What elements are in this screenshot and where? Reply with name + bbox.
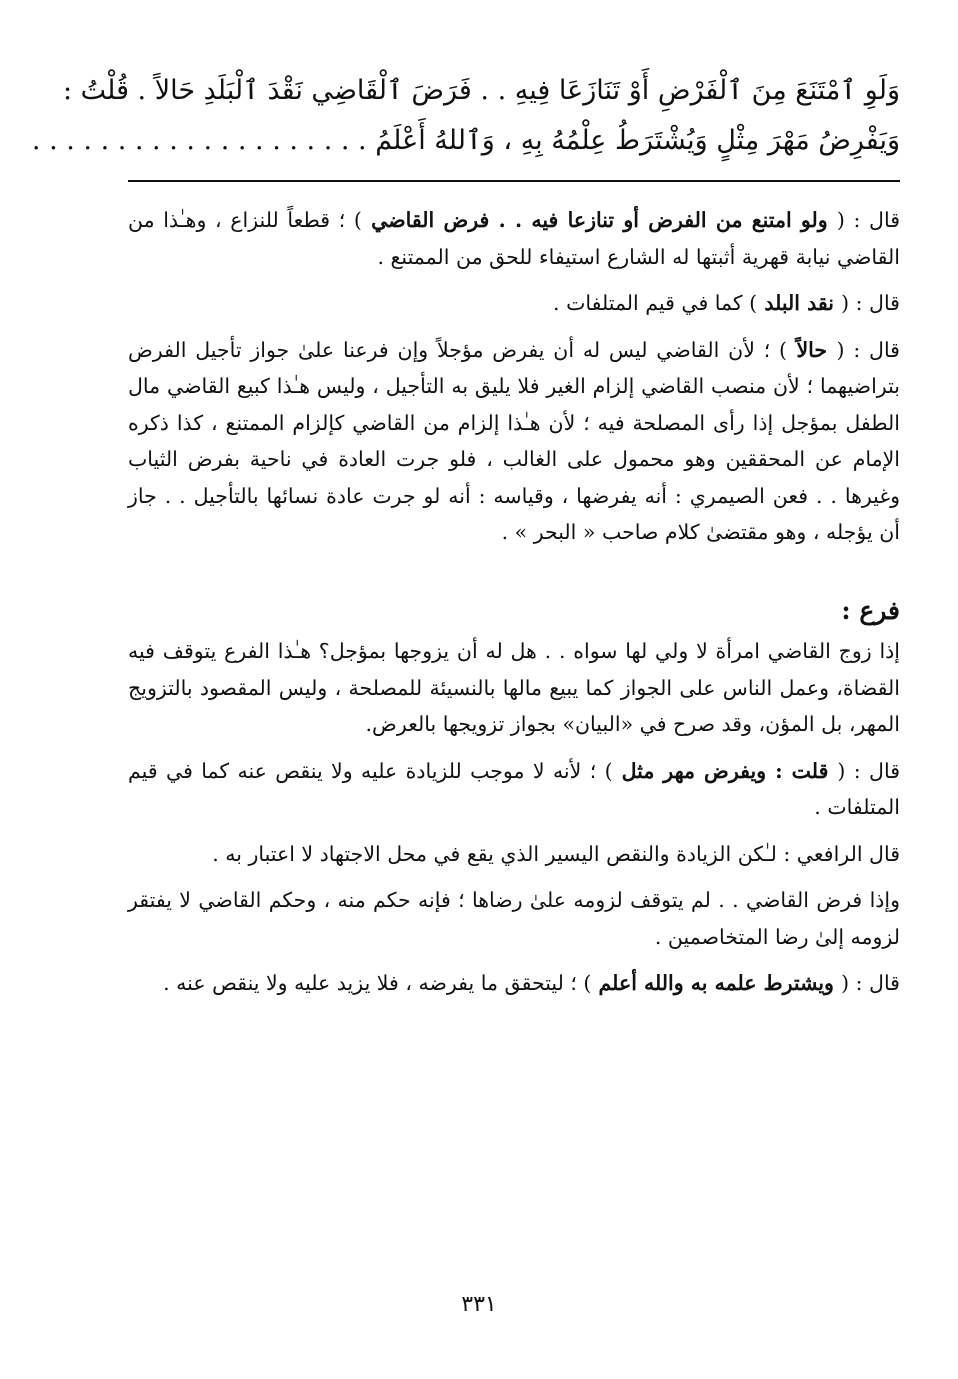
separator-rule: [128, 180, 900, 182]
quote-open: قال : (: [841, 291, 900, 315]
commentary-text: ) ؛ لأن القاضي ليس له أن يفرض مؤجلاً وإن فرعنا علىٰ جواز تأجيل الفرض بتراضيهما ؛ لأن منصب القاضي إلزام الغير فلا يليق به التأجيل ، وليس هـٰذا كبيع القاضي مال الطفل بمؤجل إذا رأى المصلحة فيه ؛ لأن هـٰذا إلزام من القاضي كإلزام الممتنع ، كذا ذكره الإمام عن المحققين وهو محمول على الغالب ، فلو جرت العادة في ناحية بفرض الثياب وغيرها . . فعن الصيمري : أنه يفرضها ، وقياسه : أنه لو جرت عادة نسائها بالتأجيل . . جاز أن يؤجله ، وهو مقتضىٰ كلام صاحب « البحر » .: [128, 337, 900, 544]
commentary-paragraph: [128, 965, 900, 1002]
commentary-paragraph: [128, 285, 900, 322]
quoted-matn: حالاً: [787, 337, 837, 362]
commentary-paragraph: قال الرافعي : لـٰكن الزيادة والنقص اليسير الذي يقع في محل الاجتهاد لا اعتبار به .: [212, 841, 900, 866]
page-body: [31, 66, 900, 1012]
quoted-matn: نقد البلد: [757, 291, 842, 315]
commentary-text: ) ؛ قطعاً للنزاع ، وهـٰذا من القاضي نيابة قهرية أثبتها له الشارع استيفاء للحق من الممتنع .: [128, 208, 900, 269]
commentary-text: ) كما في قيم المتلفات .: [553, 291, 758, 315]
commentary-paragraph: [128, 202, 900, 275]
matn-line: وَيَفْرِضُ مَهْرَ مِثْلٍ وَيُشْتَرَطُ عِلْمُهُ بِهِ ، وَٱللهُ أَعْلَمُ . . . . . . . . . . . . . . . . . . . .: [31, 125, 900, 156]
quoted-matn: ولو امتنع من الفرض أو تنازعا فيه . . فرض القاضي: [361, 208, 837, 232]
quote-open: قال : (: [836, 208, 900, 232]
commentary-text: ) ؛ ليتحقق ما يفرضه ، فلا يزيد عليه ولا ينقص عنه .: [163, 971, 592, 995]
quote-open: قال : (: [837, 758, 900, 783]
commentary-paragraph: [128, 332, 900, 551]
commentary-paragraph: إذا زوج القاضي امرأة لا ولي لها سواه . . هل له أن يزوجها بمؤجل؟ هـٰذا الفرع يتوقف فيه القضاة، وعمل الناس على الجواز كما يبيع مالها بالنسيئة للمصلحة ، وليس المقصود بالتزويج المهر، بل المؤن، وقد صرح في «البيان» بجواز تزويجها بالعرض.: [128, 639, 900, 736]
commentary-paragraph: وإذا فرض القاضي . . لم يتوقف لزومه علىٰ رضاها ؛ فإنه حكم منه ، وحكم القاضي لا يفتقر لزومه إلىٰ رضا المتخاصمين .: [128, 888, 900, 949]
matn-line: وَلَوِ ٱمْتَنَعَ مِنَ ٱلْفَرْضِ أَوْ تَنَازَعَا فِيهِ . . فَرَضَ ٱلْقَاضِي نَقْدَ ٱلْبَلَدِ حَالاً . قُلْتُ :: [62, 75, 900, 106]
quoted-matn: قلت : ويفرض مهر مثل: [612, 758, 838, 783]
commentary: [128, 202, 900, 1002]
matn-text: [31, 66, 900, 166]
quote-open: قال : (: [841, 971, 900, 995]
branch-heading: فرع :: [841, 595, 900, 625]
quote-open: قال : (: [836, 337, 900, 362]
commentary-text: ) ؛ لأنه لا موجب للزيادة عليه ولا ينقص عنه كما في قيم المتلفات .: [128, 758, 900, 819]
quoted-matn: ويشترط علمه به والله أعلم: [591, 971, 842, 995]
page-number: ٣٣١: [461, 1292, 497, 1317]
commentary-paragraph: [128, 753, 900, 826]
